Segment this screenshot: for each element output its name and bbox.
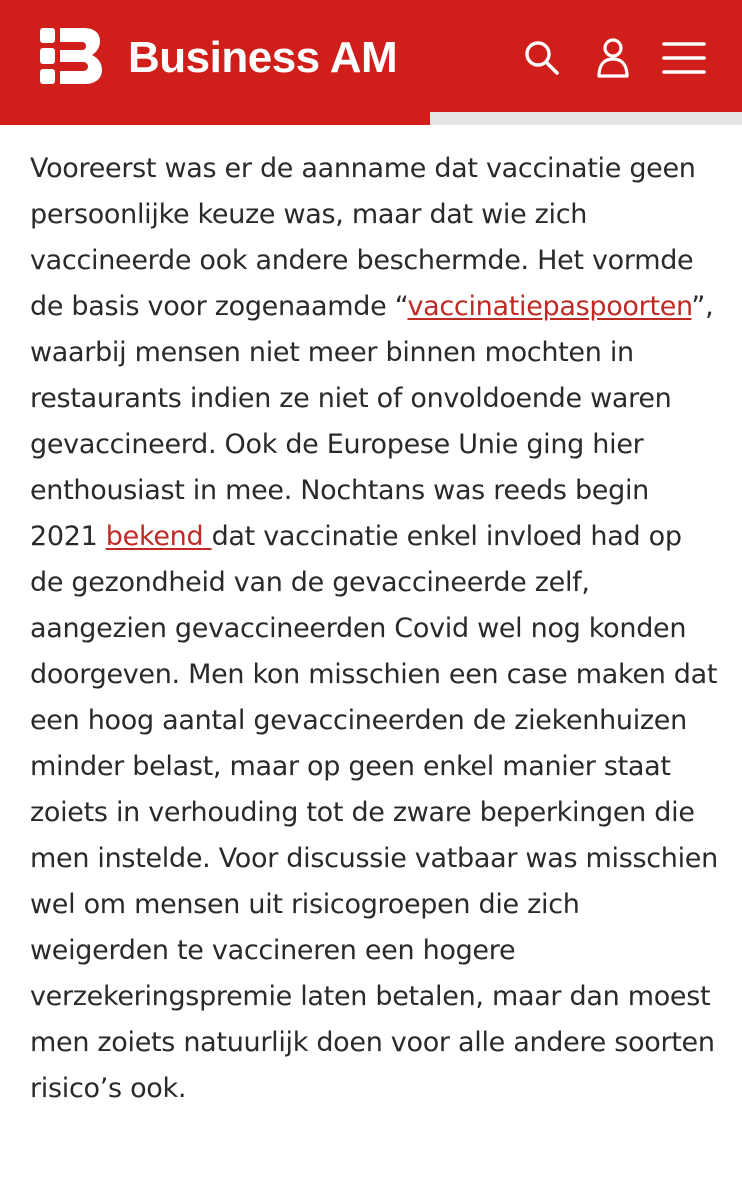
hamburger-menu-icon (660, 38, 708, 78)
article-body (30, 146, 720, 1112)
article-text: ”, waarbij mensen niet meer binnen mochten in restaurants indien ze niet of onvoldoende waren gevaccineerd. Ook de Europese Unie ging hier enthousiast in mee. Nochtans was reeds begin 2021 (30, 291, 714, 552)
reading-progress-bar (0, 112, 742, 125)
user-icon (593, 36, 633, 80)
search-button[interactable] (518, 34, 566, 82)
account-button[interactable] (589, 34, 637, 82)
article-text: Vooreerst was er de aanname dat vaccinatie geen persoonlijke keuze was, maar dat wie zich vaccineerde ook andere beschermde. Het vormde de basis voor zogenaamde “ (30, 153, 696, 322)
site-header (0, 0, 742, 112)
business-am-logo-icon[interactable] (40, 28, 102, 84)
article-link-bekend[interactable]: bekend (105, 521, 212, 552)
search-icon (522, 38, 562, 78)
menu-button[interactable] (660, 34, 708, 82)
article-text: dat vaccinatie enkel invloed had op de gezondheid van de gevaccineerde zelf, aangezien gevaccineerden Covid wel nog konden doorgeven. Men kon misschien een case maken dat een hoog aantal gevaccineerden de ziekenhuizen minder belast, maar op geen enkel manier staat zoiets in verhouding tot de zware beperkingen die men instelde. Voor discussie vatbaar was misschien wel om mensen uit risicogroepen die zich weigerden te vaccineren een hogere verzekeringspremie laten betalen, maar dan moest men zoiets natuurlijk doen voor alle andere soorten risico’s ook. (30, 521, 718, 1104)
brand-name[interactable]: Business AM (128, 33, 398, 82)
article-paragraph (30, 146, 720, 1112)
article-link-vaccinatiepaspoorten[interactable]: vaccinatiepaspoorten (407, 291, 692, 322)
reading-progress-fill (0, 112, 430, 125)
